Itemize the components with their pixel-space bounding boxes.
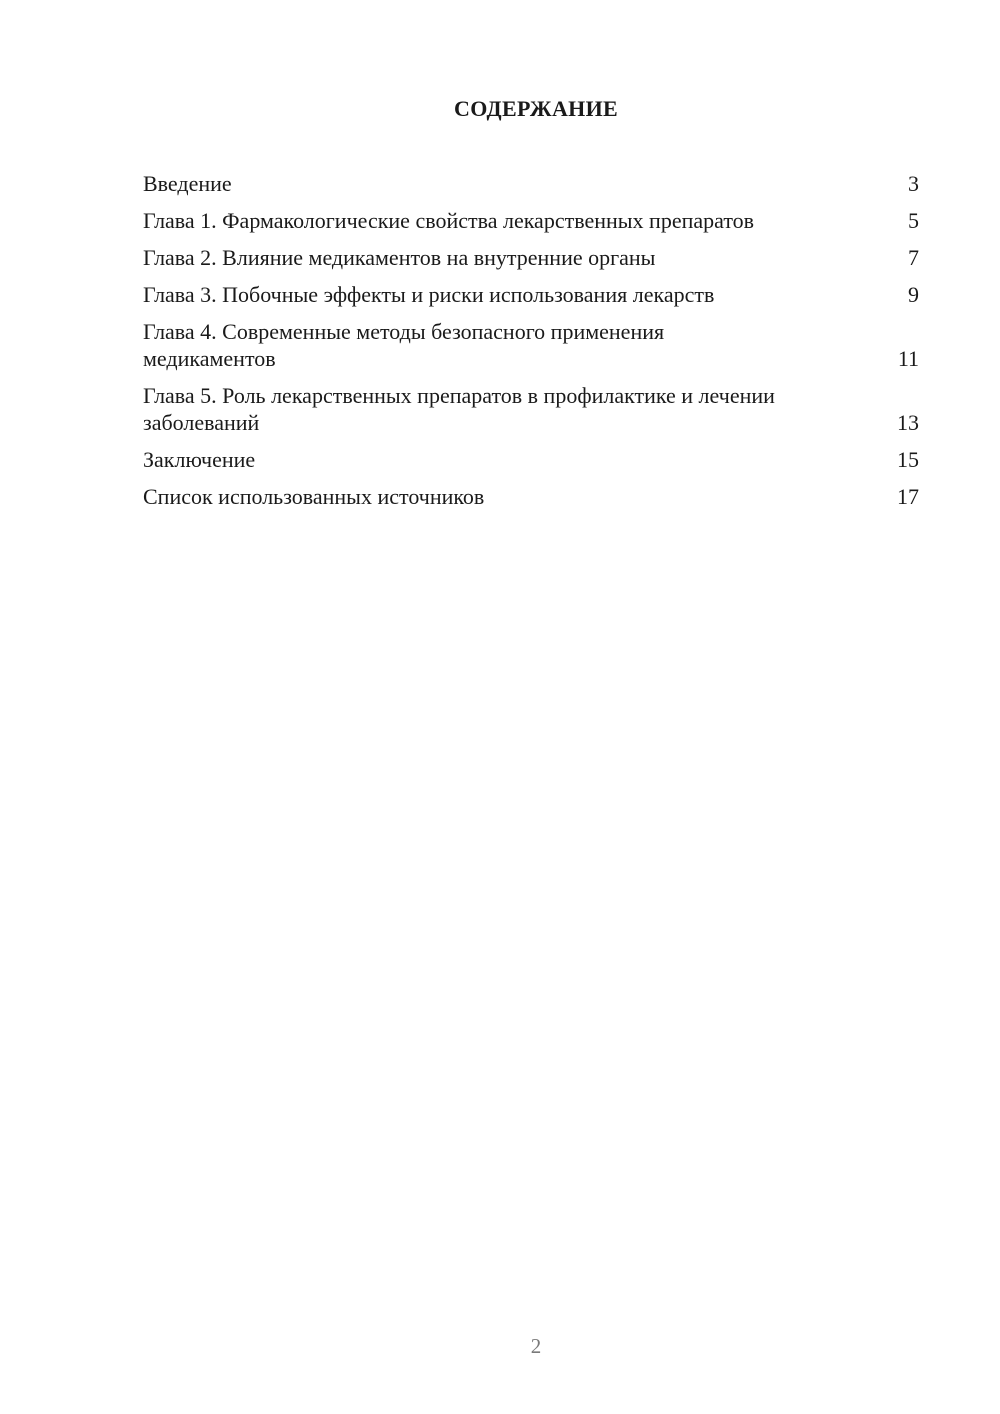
- toc-entry-label: Глава 5. Роль лекарственных препаратов в профилактике и лечении заболеваний: [143, 383, 775, 435]
- toc-entry-chapter-5: [143, 382, 919, 436]
- toc-entry-label: Глава 4. Современные методы безопасного применения медикаментов: [143, 319, 665, 371]
- toc-entry-introduction: [143, 170, 919, 197]
- toc-entry-label: Заключение: [143, 447, 256, 472]
- toc-entry-label: Список использованных источников: [143, 484, 485, 509]
- toc-entry-page: 17: [897, 484, 919, 509]
- toc-entry-chapter-4: [143, 318, 919, 372]
- toc-title: СОДЕРЖАНИЕ: [454, 96, 618, 121]
- table-of-contents: [143, 170, 919, 520]
- toc-entry-conclusion: [143, 446, 919, 473]
- toc-entry-label: Введение: [143, 171, 232, 196]
- toc-entry-chapter-3: [143, 281, 919, 308]
- toc-entry-page: 15: [897, 447, 919, 472]
- toc-entry-page: 3: [908, 171, 919, 196]
- toc-entry-page: 5: [908, 208, 919, 233]
- toc-entry-page: 11: [897, 346, 919, 371]
- page-number: 2: [530, 1334, 542, 1358]
- toc-entry-label: Глава 1. Фармакологические свойства лекарственных препаратов: [143, 208, 755, 233]
- toc-entry-label: Глава 3. Побочные эффекты и риски использования лекарств: [143, 282, 715, 307]
- toc-entry-chapter-1: [143, 207, 919, 234]
- toc-entry-references: [143, 483, 919, 510]
- toc-entry-page: 9: [908, 282, 919, 307]
- toc-entry-chapter-2: [143, 244, 919, 271]
- toc-entry-page: 13: [897, 410, 919, 435]
- toc-entry-label: Глава 2. Влияние медикаментов на внутренние органы: [143, 245, 656, 270]
- toc-entry-page: 7: [908, 245, 919, 270]
